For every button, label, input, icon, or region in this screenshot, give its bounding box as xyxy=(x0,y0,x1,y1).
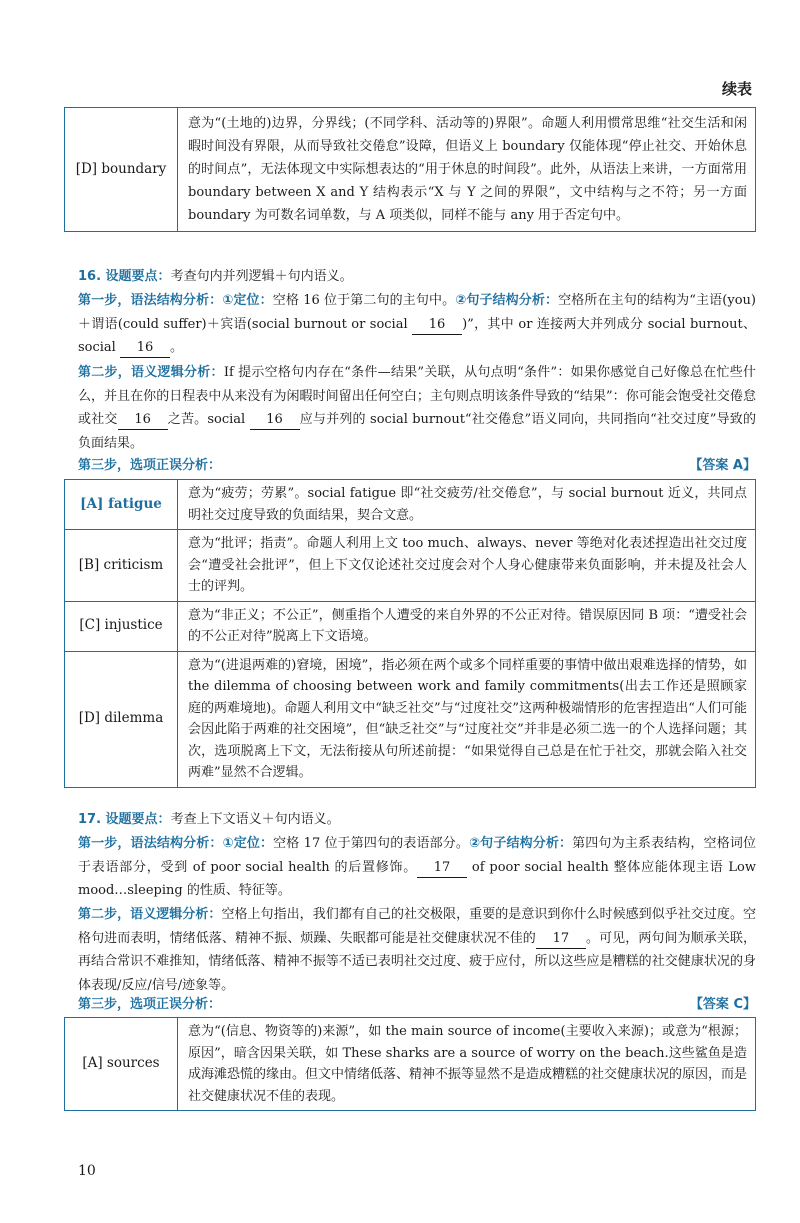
option-explanation: 意为“(土地的)边界，分界线；(不同学科、活动等的)界限”。命题人利用惯常思维“社交生活和闲暇时间没有界限，从而导致社交倦怠”设障，但语义上 boundary 仅能体现“停止社交、开始休息的时间点”，无法体现文中实际想表达的“用于休息的时间段”。此外，从语法上来讲，一方面常用 boundary between X and Y 结构表示“X 与 Y 之间的界限”，文中结构与之不符；另一方面 boundary 为可数名词单数，与 A 项类似，同样不能与 any 用于否定句中。 xyxy=(178,108,756,232)
q17-step1 xyxy=(78,832,756,903)
q16-title: 16. 设题要点： xyxy=(78,269,171,284)
option-key: [D] dilemma xyxy=(65,651,178,787)
q16-answer: 【答案 A】 xyxy=(689,458,756,473)
table-row xyxy=(65,530,756,602)
option-key: [A] sources xyxy=(65,1018,178,1111)
q17-heading xyxy=(78,808,756,832)
q16-step2-text-c: 应与并列的 social burnout“社交倦怠”语义同向，共同指向“社交过度”导致的负面结果。 xyxy=(78,412,756,451)
q16-step1-text-c: )”，其中 or 连接两大并列成分 social burnout、social xyxy=(78,316,756,355)
table-row xyxy=(65,108,756,232)
q16-locate-label: ①定位： xyxy=(222,293,273,308)
q16-step3 xyxy=(78,456,756,476)
continued-label: 续表 xyxy=(721,80,752,98)
q17-option-table xyxy=(64,1017,756,1111)
table-row xyxy=(65,480,756,530)
q16-step1-label: 第一步，语法结构分析： xyxy=(78,293,223,308)
q16-step1-text-a: 空格 16 位于第二句的主句中。 xyxy=(272,293,456,308)
q17-step1-text-a: 空格 17 位于第四句的表语部分。 xyxy=(273,836,470,851)
q17-step2 xyxy=(78,903,756,997)
q17-title: 17. 设题要点： xyxy=(78,812,171,827)
q16-option-table xyxy=(64,479,756,788)
q17-step3-label: 第三步，选项正误分析： xyxy=(78,997,222,1012)
blank-16: 16 xyxy=(118,411,168,430)
q17-focus: 考查上下文语义＋句内语义。 xyxy=(170,812,340,827)
q16-focus: 考查句内并列逻辑＋句内语义。 xyxy=(170,269,353,284)
q17-step1-text-c: of poor social health 整体应能体现主语 Low mood…sleeping 的性质、特征等。 xyxy=(78,859,757,898)
q16-step2-text-b: 之苦。social xyxy=(167,412,250,427)
page-number: 10 xyxy=(78,1163,96,1179)
q16-structure-label: ②句子结构分析： xyxy=(455,293,559,308)
q16-step2 xyxy=(78,361,756,455)
q16-heading xyxy=(78,265,756,289)
q16-step1-text-d: 。 xyxy=(169,340,183,355)
blank-17: 17 xyxy=(536,930,586,949)
option-explanation: 意为“非正义；不公正”，侧重指个人遭受的来自外界的不公正对待。错误原因同 B 项：“遭受社会的不公正对待”脱离上下文语境。 xyxy=(178,601,756,651)
option-explanation: 意为“(进退两难的)窘境，困境”，指必须在两个或多个同样重要的事情中做出艰难选择的情势，如 the dilemma of choosing between work and family commitments(出去工作还是照顾家庭的两难境地)。命题人利用文中“缺乏社交”与“过度社交”这两种极端情形的危害捏造出“人们可能会因此陷于两难的社交困境”，但“缺乏社交”与“过度社交”并非是必须二选一的个人选择问题；其次，选项脱离上下文，无法衔接从句所述前提：“如果觉得自己总是在忙于社交，那就会陷入社交两难”显然不合逻辑。 xyxy=(178,651,756,787)
q16-step2-label: 第二步，语义逻辑分析： xyxy=(78,365,224,380)
continued-option-table xyxy=(64,107,756,232)
table-row xyxy=(65,1018,756,1111)
q17-step2-text-a: 空格上句指出，我们都有自己的社交极限，重要的是意识到你什么时候感到似乎社交过度。空格句进而表明，情绪低落、精神不振、烦躁、失眠都可能是社交健康状况不佳的 xyxy=(78,907,756,946)
q16-step3-label: 第三步，选项正误分析： xyxy=(78,458,222,473)
q17-step2-label: 第二步，语义逻辑分析： xyxy=(78,907,222,922)
blank-16: 16 xyxy=(412,316,462,335)
option-key-correct: [A] fatigue xyxy=(65,480,178,530)
q16-step2-text-a: If 提示空格句内存在“条件—结果”关联，从句点明“条件”：如果你感觉自己好像总在忙些什么，并且在你的日程表中从来没有为闲暇时间留出任何空白；主句则点明该条件导致的“结果”：你可能会饱受社交倦怠或社交 xyxy=(78,365,756,427)
option-explanation: 意为“疲劳；劳累”。social fatigue 即“社交疲劳/社交倦怠”，与 social burnout 近义，共同点明社交过度导致的负面结果，契合文意。 xyxy=(178,480,756,530)
q17-step3 xyxy=(78,995,756,1015)
q17-step1-text-b: 第四句为主系表结构，空格词位于表语部分，受到 of poor social health 的后置修饰。 xyxy=(78,836,756,875)
option-explanation: 意为“批评；指责”。命题人利用上文 too much、always、never 等绝对化表述捏造出社交过度会“遭受社会批评”，但上下文仅论述社交过度会对个人身心健康带来负面影响，并未提及社会人士的评判。 xyxy=(178,530,756,602)
blank-17: 17 xyxy=(417,859,467,878)
q16-step1 xyxy=(78,289,756,360)
q17-structure-label: ②句子结构分析： xyxy=(469,836,573,851)
option-key: [C] injustice xyxy=(65,601,178,651)
option-key: [D] boundary xyxy=(65,108,178,232)
q16-step1-text-b: 空格所在主句的结构为“主语(you)＋谓语(could suffer)＋宾语(social burnout or social xyxy=(78,293,756,332)
option-explanation: 意为“(信息、物资等的)来源”，如 the main source of income(主要收入来源)；或意为“根源；原因”，暗含因果关联，如 These sharks are a source of worry on the beach.这些鲨鱼是造成海滩恐慌的缘由。但文中情绪低落、精神不振等显然不是造成糟糕的社交健康状况的原因，而是社交健康状况不佳的表现。 xyxy=(178,1018,756,1111)
q17-answer: 【答案 C】 xyxy=(689,997,756,1012)
table-row xyxy=(65,651,756,787)
table-row xyxy=(65,601,756,651)
blank-16: 16 xyxy=(120,339,170,358)
q17-step1-label: 第一步，语法结构分析： xyxy=(78,836,223,851)
blank-16: 16 xyxy=(250,411,300,430)
q17-locate-label: ①定位： xyxy=(222,836,274,851)
q17-step2-text-b: 。可见，两句间为顺承关联，再结合常识不难推知，情绪低落、精神不振等不适已表明社交过度、疲于应付，所以这些应是糟糕的社交健康状况的身体表现/反应/信号/迹象等。 xyxy=(78,930,756,993)
option-key: [B] criticism xyxy=(65,530,178,602)
